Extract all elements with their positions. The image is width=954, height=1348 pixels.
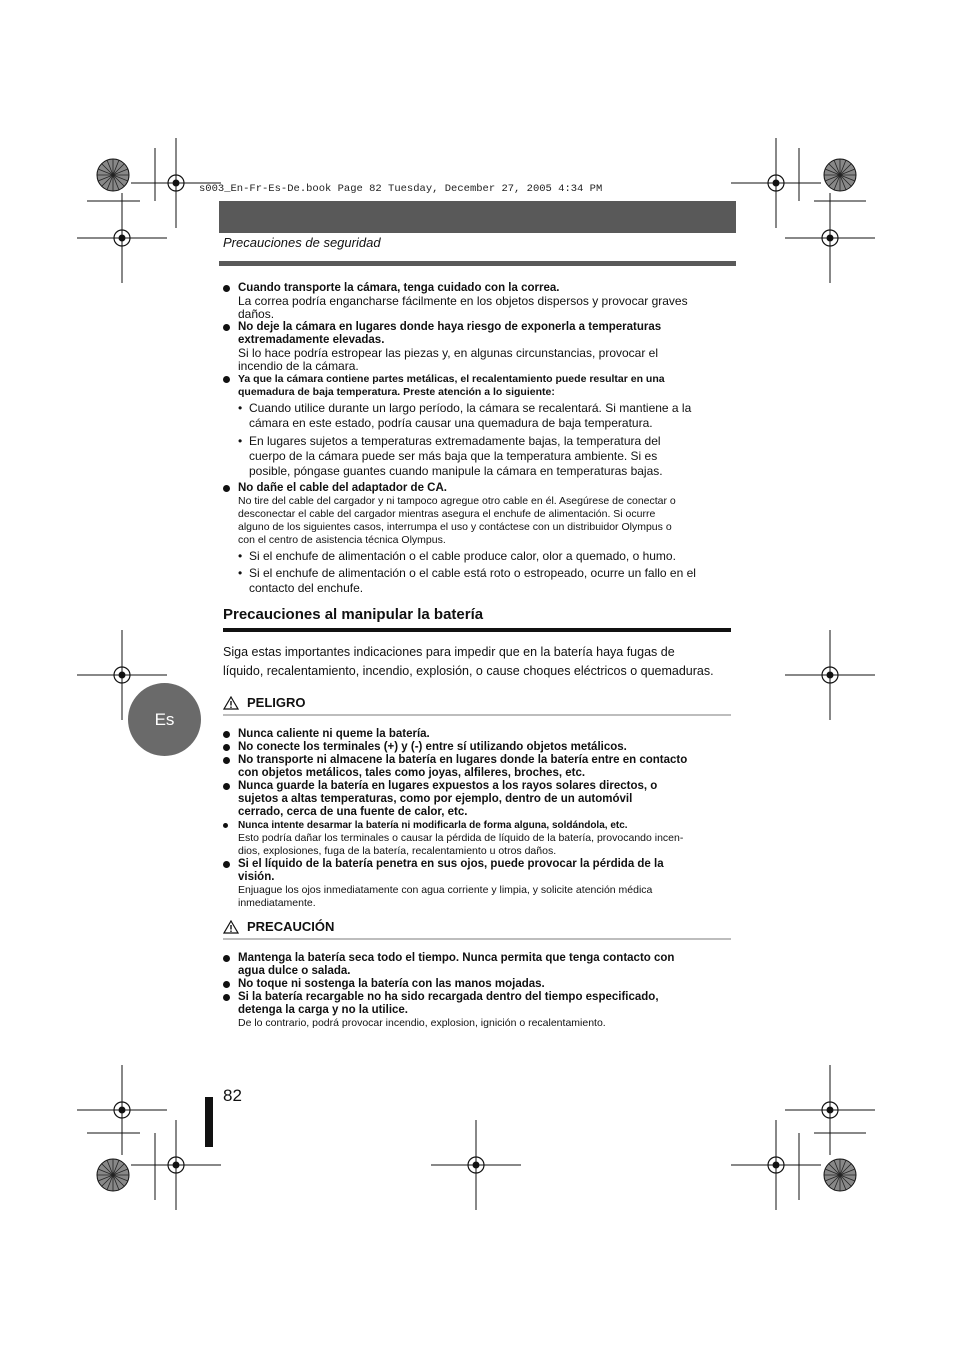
item-title: extremadamente elevadas.	[238, 334, 385, 346]
bullet-dot	[223, 485, 230, 492]
item-title: Si la batería recargable no ha sido recargada dentro del tiempo especificado,	[238, 991, 659, 1003]
item-title: quemadura de baja temperatura. Preste atención a lo siguiente:	[238, 386, 555, 398]
list-item	[223, 282, 733, 321]
caution-header	[223, 919, 731, 940]
item-text: alguno de los siguientes casos, interrumpa el uso y contáctese con un distribuidor Olympus o	[238, 521, 672, 533]
bullet-dot	[223, 994, 230, 1001]
item-text: incendio de la cámara.	[238, 359, 359, 373]
header-bar	[219, 201, 736, 233]
item-title: visión.	[238, 871, 275, 883]
sub-bullet: •	[238, 434, 243, 448]
caution-block	[223, 919, 731, 1030]
sub-text: cámara en este estado, podría causar una quemadura de baja temperatura.	[249, 416, 653, 430]
sub-list-item	[223, 401, 733, 431]
section-label: Precauciones de seguridad	[223, 235, 381, 250]
page-number: 82	[223, 1086, 242, 1105]
sub-bullet: •	[238, 401, 243, 415]
language-tab: Es	[128, 683, 201, 756]
battery-intro	[223, 643, 731, 681]
list-item	[223, 952, 731, 978]
list-item	[223, 728, 731, 741]
item-text: Enjuague los ojos inmediatamente con agua corriente y limpia, y solicite atención médica	[238, 884, 653, 896]
item-text: inmediatamente.	[238, 897, 316, 909]
sub-text: Si el enchufe de alimentación o el cable está roto o estropeado, ocurre un fallo en el	[249, 566, 696, 580]
item-text: Si lo hace podría estropear las piezas y, en algunas circunstancias, provocar el	[238, 346, 659, 360]
bullet-dot	[223, 376, 230, 383]
list-item	[223, 978, 731, 991]
list-item	[223, 991, 731, 1030]
item-title: Cuando transporte la cámara, tenga cuidado con la correa.	[238, 282, 560, 294]
item-text: De lo contrario, podrá provocar incendio, explosion, ignición o recalentamiento.	[238, 1017, 606, 1029]
item-title: detenga la carga y no la utilice.	[238, 1004, 409, 1016]
list-item	[223, 780, 731, 819]
list-item	[223, 754, 731, 780]
item-text: daños.	[238, 307, 275, 321]
item-title: sujetos a altas temperaturas, como por ejemplo, dentro de un automóvil	[238, 793, 633, 805]
warning-triangle-icon	[223, 920, 239, 934]
item-title: No conecte los terminales (+) y (-) entre sí utilizando objetos metálicos.	[238, 741, 627, 753]
bullet-dot	[223, 955, 230, 962]
sub-list-item	[223, 549, 733, 564]
intro-line: líquido, recalentamiento, incendio, explosión, o cause choques eléctricos o quemaduras.	[223, 664, 714, 678]
bullet-dot	[223, 823, 228, 828]
item-text: dios, explosiones, fuga de la batería, recalentamiento u otros daños.	[238, 845, 557, 857]
item-title: Mantenga la batería seca todo el tiempo. Nunca permita que tenga contacto con	[238, 952, 675, 964]
caution-label: PRECAUCIÓN	[247, 919, 335, 934]
bullet-dot	[223, 757, 230, 764]
sub-list-item	[223, 434, 733, 479]
transport-precautions	[223, 282, 733, 596]
item-title: cerrado, cerca de una fuente de calor, etc.	[238, 806, 468, 818]
sub-text: Cuando utilice durante un largo período, la cámara se recalentará. Si mantiene a la	[249, 401, 692, 415]
item-text: No tire del cable del cargador y ni tampoco agregue otro cable en él. Asegúrese de conectar o	[238, 495, 676, 507]
item-text: Esto podría dañar los terminales o causar la pérdida de líquido de la batería, provocando incen-	[238, 832, 684, 844]
page-edge-bar	[205, 1097, 213, 1147]
book-file-info: s003_En-Fr-Es-De.book Page 82 Tuesday, December 27, 2005 4:34 PM	[199, 183, 603, 195]
item-title: con objetos metálicos, tales como joyas, alfileres, broches, etc.	[238, 767, 586, 779]
list-item	[223, 741, 731, 754]
battery-heading: Precauciones al manipular la batería	[223, 606, 731, 632]
bullet-dot	[223, 744, 230, 751]
danger-label: PELIGRO	[247, 695, 306, 710]
item-title: No toque ni sostenga la batería con las manos mojadas.	[238, 978, 545, 990]
bullet-dot	[223, 285, 230, 292]
item-title: No deje la cámara en lugares donde haya riesgo de exponerla a temperaturas	[238, 321, 662, 333]
warning-triangle-icon	[223, 696, 239, 710]
header-rule	[219, 261, 736, 266]
danger-block	[223, 695, 731, 910]
sub-text: Si el enchufe de alimentación o el cable produce calor, olor a quemado, o humo.	[249, 549, 676, 563]
bullet-dot	[223, 324, 230, 331]
item-title: No transporte ni almacene la batería en lugares donde la batería entre en contacto	[238, 754, 688, 766]
list-item	[223, 373, 733, 399]
list-item	[223, 321, 733, 373]
list-item	[223, 482, 733, 547]
list-item	[223, 819, 731, 858]
sub-text: cuerpo de la cámara puede ser más baja que la temperatura ambiente. Si es	[249, 449, 658, 463]
bullet-dot	[223, 861, 230, 868]
item-title: Ya que la cámara contiene partes metálicas, el recalentamiento puede resultar en una	[238, 373, 665, 385]
item-title: Nunca intente desarmar la batería ni modificarla de forma alguna, soldándola, etc.	[238, 820, 628, 831]
item-text: desconectar el cable del cargador mientras asegura el enchufe de alimentación. Si ocurre	[238, 508, 656, 520]
sub-list-item	[223, 566, 733, 596]
bullet-dot	[223, 783, 230, 790]
sub-text: contacto del enchufe.	[249, 581, 364, 595]
danger-header	[223, 695, 731, 716]
bullet-dot	[223, 981, 230, 988]
item-title: No dañe el cable del adaptador de CA.	[238, 482, 447, 494]
bullet-dot	[223, 731, 230, 738]
item-title: Nunca caliente ni queme la batería.	[238, 728, 430, 740]
item-text: La correa podría engancharse fácilmente en los objetos dispersos y provocar graves	[238, 294, 688, 308]
item-title: agua dulce o salada.	[238, 965, 351, 977]
battery-section	[223, 606, 731, 681]
item-text: con el centro de asistencia técnica Olympus.	[238, 534, 446, 546]
list-item	[223, 858, 731, 910]
sub-text: posible, póngase guantes cuando manipule la cámara en temperaturas bajas.	[249, 464, 663, 478]
sub-bullet: •	[238, 566, 243, 580]
sub-text: En lugares sujetos a temperaturas extremadamente bajas, la temperatura del	[249, 434, 661, 448]
item-title: Si el líquido de la batería penetra en sus ojos, puede provocar la pérdida de la	[238, 858, 664, 870]
intro-line: Siga estas importantes indicaciones para impedir que en la batería haya fugas de	[223, 645, 675, 659]
sub-bullet: •	[238, 549, 243, 563]
item-title: Nunca guarde la batería en lugares expuestos a los rayos solares directos, o	[238, 780, 658, 792]
